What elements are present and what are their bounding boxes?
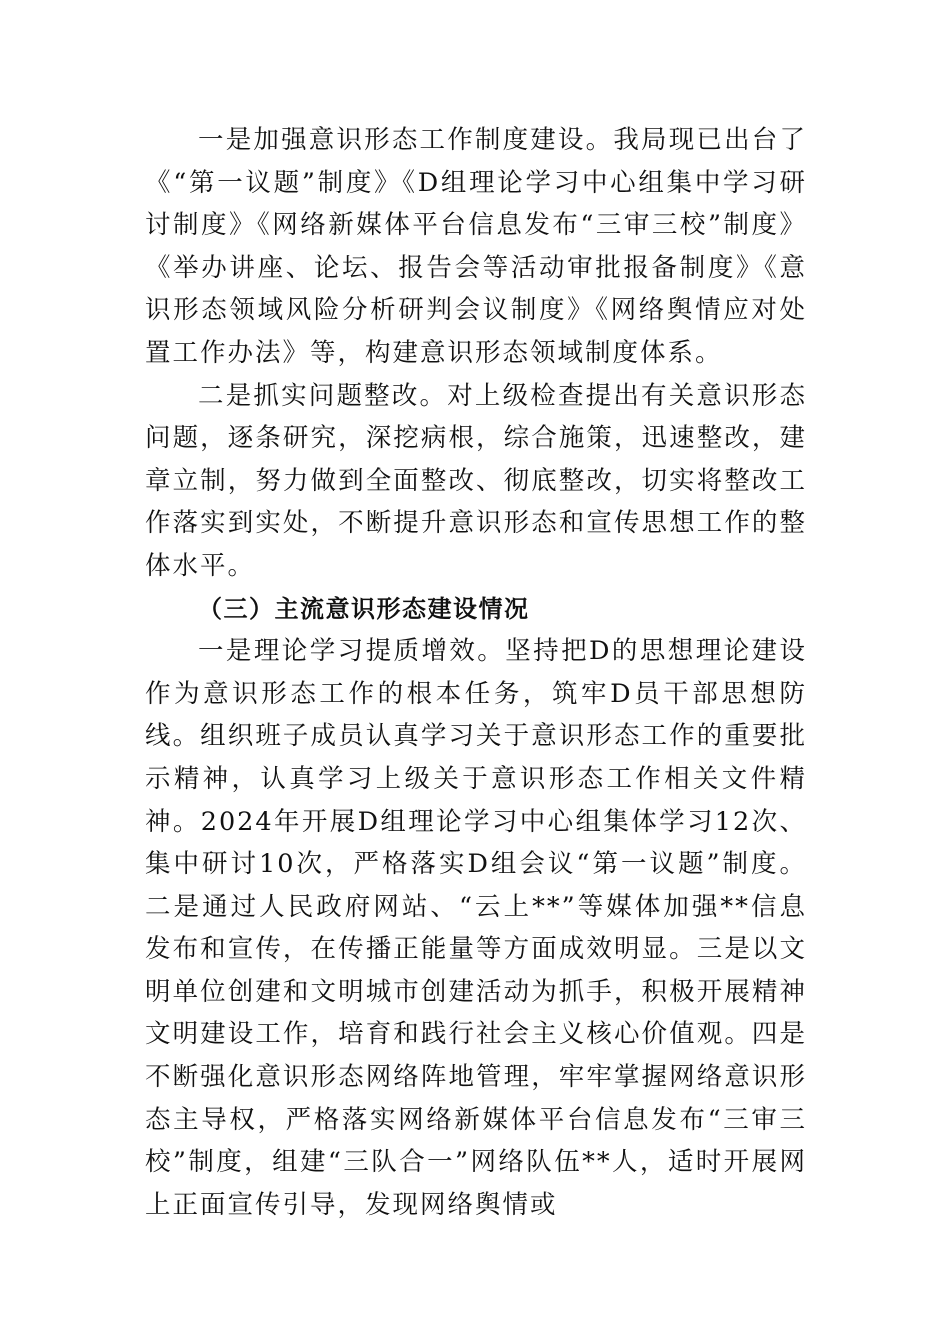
section-heading: （三）主流意识形态建设情况 (198, 593, 530, 623)
document-page (145, 119, 807, 1226)
paragraph-institution-building: 一是加强意识形态工作制度建设。我局现已出台了《“第一议题”制度》《D组理论学习中心组集中学习研讨制度》《网络新媒体平台信息发布“三审三校”制度》《举办讲座、论坛、报告会等活动审批报备制度》《意识形态领域风险分析研判会议制度》《网络舆情应对处置工作办法》等，构建意识形态领域制度体系。 (145, 125, 807, 368)
paragraph-theory-study: 一是理论学习提质增效。坚持把D的思想理论建设作为意识形态工作的根本任务，筑牢D员干部思想防线。组织班子成员认真学习关于意识形态工作的重要批示精神，认真学习上级关于意识形态工作相关文件精神。2024年开展D组理论学习中心组集体学习12次、集中研讨10次，严格落实D组会议“第一议题”制度。二是通过人民政府网站、“云上**”等媒体加强**信息发布和宣传，在传播正能量等方面成效明显。三是以文明单位创建和文明城市创建活动为抓手，积极开展精神文明建设工作，培育和践行社会主义核心价值观。四是不断强化意识形态网络阵地管理，牢牢掌握网络意识形态主导权，严格落实网络新媒体平台信息发布“三审三校”制度，组建“三队合一”网络队伍**人，适时开展网上正面宣传引导，发现网络舆情或 (145, 636, 807, 1220)
paragraph-problem-rectification: 二是抓实问题整改。对上级检查提出有关意识形态问题，逐条研究，深挖病根，综合施策，迅速整改，建章立制，努力做到全面整改、彻底整改，切实将整改工作落实到实处，不断提升意识形态和宣传思想工作的整体水平。 (145, 380, 807, 581)
